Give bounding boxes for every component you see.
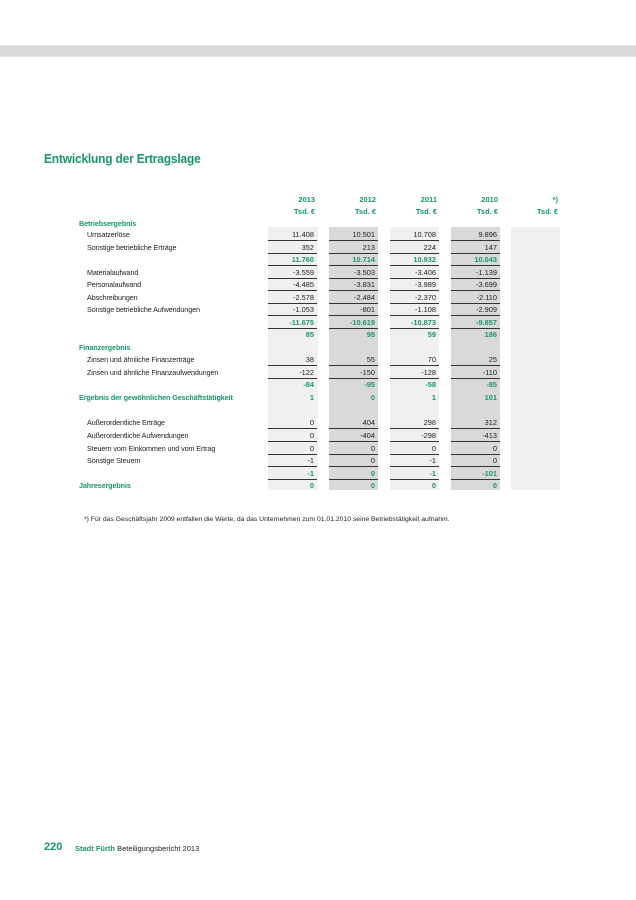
value-cell: 0	[370, 469, 375, 478]
header-unit: Tsd. €	[415, 207, 437, 216]
table-row	[0, 353, 636, 365]
value-cell: -1	[429, 456, 436, 465]
header-unit: Tsd. €	[536, 207, 558, 216]
value-cell: 10.714	[352, 255, 375, 264]
value-cell: -95	[364, 380, 375, 389]
value-cell: 1	[309, 393, 314, 402]
value-cell: 11.408	[291, 230, 314, 239]
table-row	[0, 429, 636, 441]
footnote: *) Für das Geschäftsjahr 2009 entfallen die Werte, da das Unternehmen zum 01.01.2010 seine Betriebstätigkeit aufnahm.	[84, 516, 450, 523]
value-cell: 0	[309, 444, 314, 453]
header-footnote-marker: *)	[552, 195, 558, 204]
value-cell: 1	[431, 393, 436, 402]
footer-report-title: Beteiligungsbericht 2013	[115, 844, 200, 853]
value-cell: -101	[482, 469, 497, 478]
row-label: Sonstige betriebliche Erträge	[87, 243, 177, 252]
header-year: 2013	[298, 195, 315, 204]
table-row	[0, 341, 636, 353]
table-row	[0, 366, 636, 378]
row-label: Abschreibungen	[87, 293, 138, 302]
value-cell: 9.896	[478, 230, 497, 239]
value-cell: 224	[423, 243, 436, 252]
page-number: 220	[44, 841, 63, 853]
value-cell: 404	[362, 418, 375, 427]
value-cell: 38	[305, 355, 314, 364]
value-cell: -1	[307, 456, 314, 465]
value-cell: 0	[492, 481, 497, 490]
table-row	[0, 467, 636, 479]
value-cell: -110	[482, 368, 497, 377]
value-cell: 0	[431, 444, 436, 453]
value-cell: 70	[427, 355, 436, 364]
value-cell: -85	[486, 380, 497, 389]
value-cell: -1	[307, 469, 314, 478]
row-label: Steuern vom Einkommen und vom Ertrag	[87, 444, 216, 453]
value-cell: -1.053	[293, 305, 314, 314]
value-cell: -1.139	[476, 268, 497, 277]
value-cell: 0	[370, 481, 375, 490]
value-cell: 0	[492, 444, 497, 453]
header-unit: Tsd. €	[293, 207, 315, 216]
value-cell: -2.578	[293, 293, 314, 302]
page-title: Entwicklung der Ertragslage	[44, 151, 201, 166]
top-header-band	[0, 45, 636, 57]
value-cell: 25	[488, 355, 497, 364]
value-cell: 186	[484, 330, 497, 339]
value-cell: -3.699	[476, 280, 497, 289]
header-year: 2011	[420, 195, 437, 204]
value-cell: -3.559	[293, 268, 314, 277]
value-cell: 10.708	[413, 230, 436, 239]
value-cell: -298	[421, 431, 436, 440]
page-footer	[75, 844, 199, 853]
value-cell: -150	[360, 368, 375, 377]
value-cell: 213	[362, 243, 375, 252]
row-label: Sonstige Steuern	[87, 456, 141, 465]
value-cell: -413	[482, 431, 497, 440]
table-row	[0, 442, 636, 454]
value-cell: 298	[423, 418, 436, 427]
value-cell: -10.873	[410, 318, 436, 327]
value-cell: 0	[309, 481, 314, 490]
value-cell: 59	[427, 330, 436, 339]
row-label: Außerordentliche Aufwendungen	[87, 431, 189, 440]
section-label: Jahresergebnis	[79, 481, 131, 490]
header-unit: Tsd. €	[476, 207, 498, 216]
table-row	[0, 266, 636, 278]
value-cell: 95	[366, 330, 375, 339]
value-cell: -10.619	[349, 318, 375, 327]
value-cell: 0	[370, 393, 375, 402]
table-row	[0, 404, 636, 416]
value-cell: -3.503	[354, 268, 375, 277]
row-label: Außerordentliche Erträge	[87, 418, 165, 427]
value-cell: 352	[301, 243, 314, 252]
table-row	[0, 278, 636, 290]
value-cell: 10.932	[413, 255, 436, 264]
table-row	[0, 479, 636, 491]
value-cell: -2.370	[415, 293, 436, 302]
value-cell: 147	[484, 243, 497, 252]
value-cell: -3.989	[415, 280, 436, 289]
table-row	[0, 228, 636, 240]
table-row	[0, 303, 636, 315]
value-cell: -122	[299, 368, 314, 377]
value-cell: -4.485	[293, 280, 314, 289]
value-cell: 0	[370, 444, 375, 453]
section-label: Betriebsergebnis	[79, 219, 137, 228]
value-cell: 0	[309, 431, 314, 440]
value-cell: -2.909	[476, 305, 497, 314]
table-row	[0, 253, 636, 265]
row-label: Umsatzerlöse	[87, 230, 130, 239]
header-unit: Tsd. €	[354, 207, 376, 216]
value-cell: 101	[484, 393, 497, 402]
table-row	[0, 291, 636, 303]
table-row	[0, 391, 636, 403]
value-cell: 0	[492, 456, 497, 465]
value-cell: 55	[366, 355, 375, 364]
value-cell: 85	[305, 330, 314, 339]
value-cell: -1.108	[415, 305, 436, 314]
row-label: Zinsen und ähnliche Finanzaufwendungen	[87, 368, 219, 377]
value-cell: -84	[303, 380, 314, 389]
value-cell: -11.675	[289, 318, 314, 327]
value-cell: -58	[425, 380, 436, 389]
value-cell: -3.406	[415, 268, 436, 277]
value-cell: -9.857	[476, 318, 497, 327]
table-row	[0, 241, 636, 253]
value-cell: -2.110	[476, 293, 497, 302]
value-cell: -1	[429, 469, 436, 478]
table-row	[0, 328, 636, 340]
table-row	[0, 454, 636, 466]
value-cell: 0	[370, 456, 375, 465]
row-label: Personalaufwand	[87, 280, 142, 289]
footer-brand: Stadt Fürth	[75, 844, 115, 853]
value-cell: 0	[309, 418, 314, 427]
table-row	[0, 316, 636, 328]
value-cell: 0	[431, 481, 436, 490]
table-row	[0, 378, 636, 390]
header-year: 2012	[359, 195, 376, 204]
value-cell: -3.831	[354, 280, 375, 289]
value-cell: -404	[360, 431, 375, 440]
value-cell: 11.760	[291, 255, 314, 264]
table-row	[0, 416, 636, 428]
value-cell: 312	[484, 418, 497, 427]
value-cell: 10.501	[352, 230, 375, 239]
row-label: Zinsen und ähnliche Finanzerträge	[87, 355, 195, 364]
value-cell: 10.043	[474, 255, 497, 264]
section-label: Ergebnis der gewöhnlichen Geschäftstätigkeit	[79, 393, 233, 402]
row-label: Sonstige betriebliche Aufwendungen	[87, 305, 200, 314]
row-label: Materialaufwand	[87, 268, 139, 277]
value-cell: -128	[421, 368, 436, 377]
value-cell: -801	[360, 305, 375, 314]
section-label: Finanzergebnis	[79, 343, 131, 352]
header-year: 2010	[481, 195, 498, 204]
value-cell: -2.484	[354, 293, 375, 302]
